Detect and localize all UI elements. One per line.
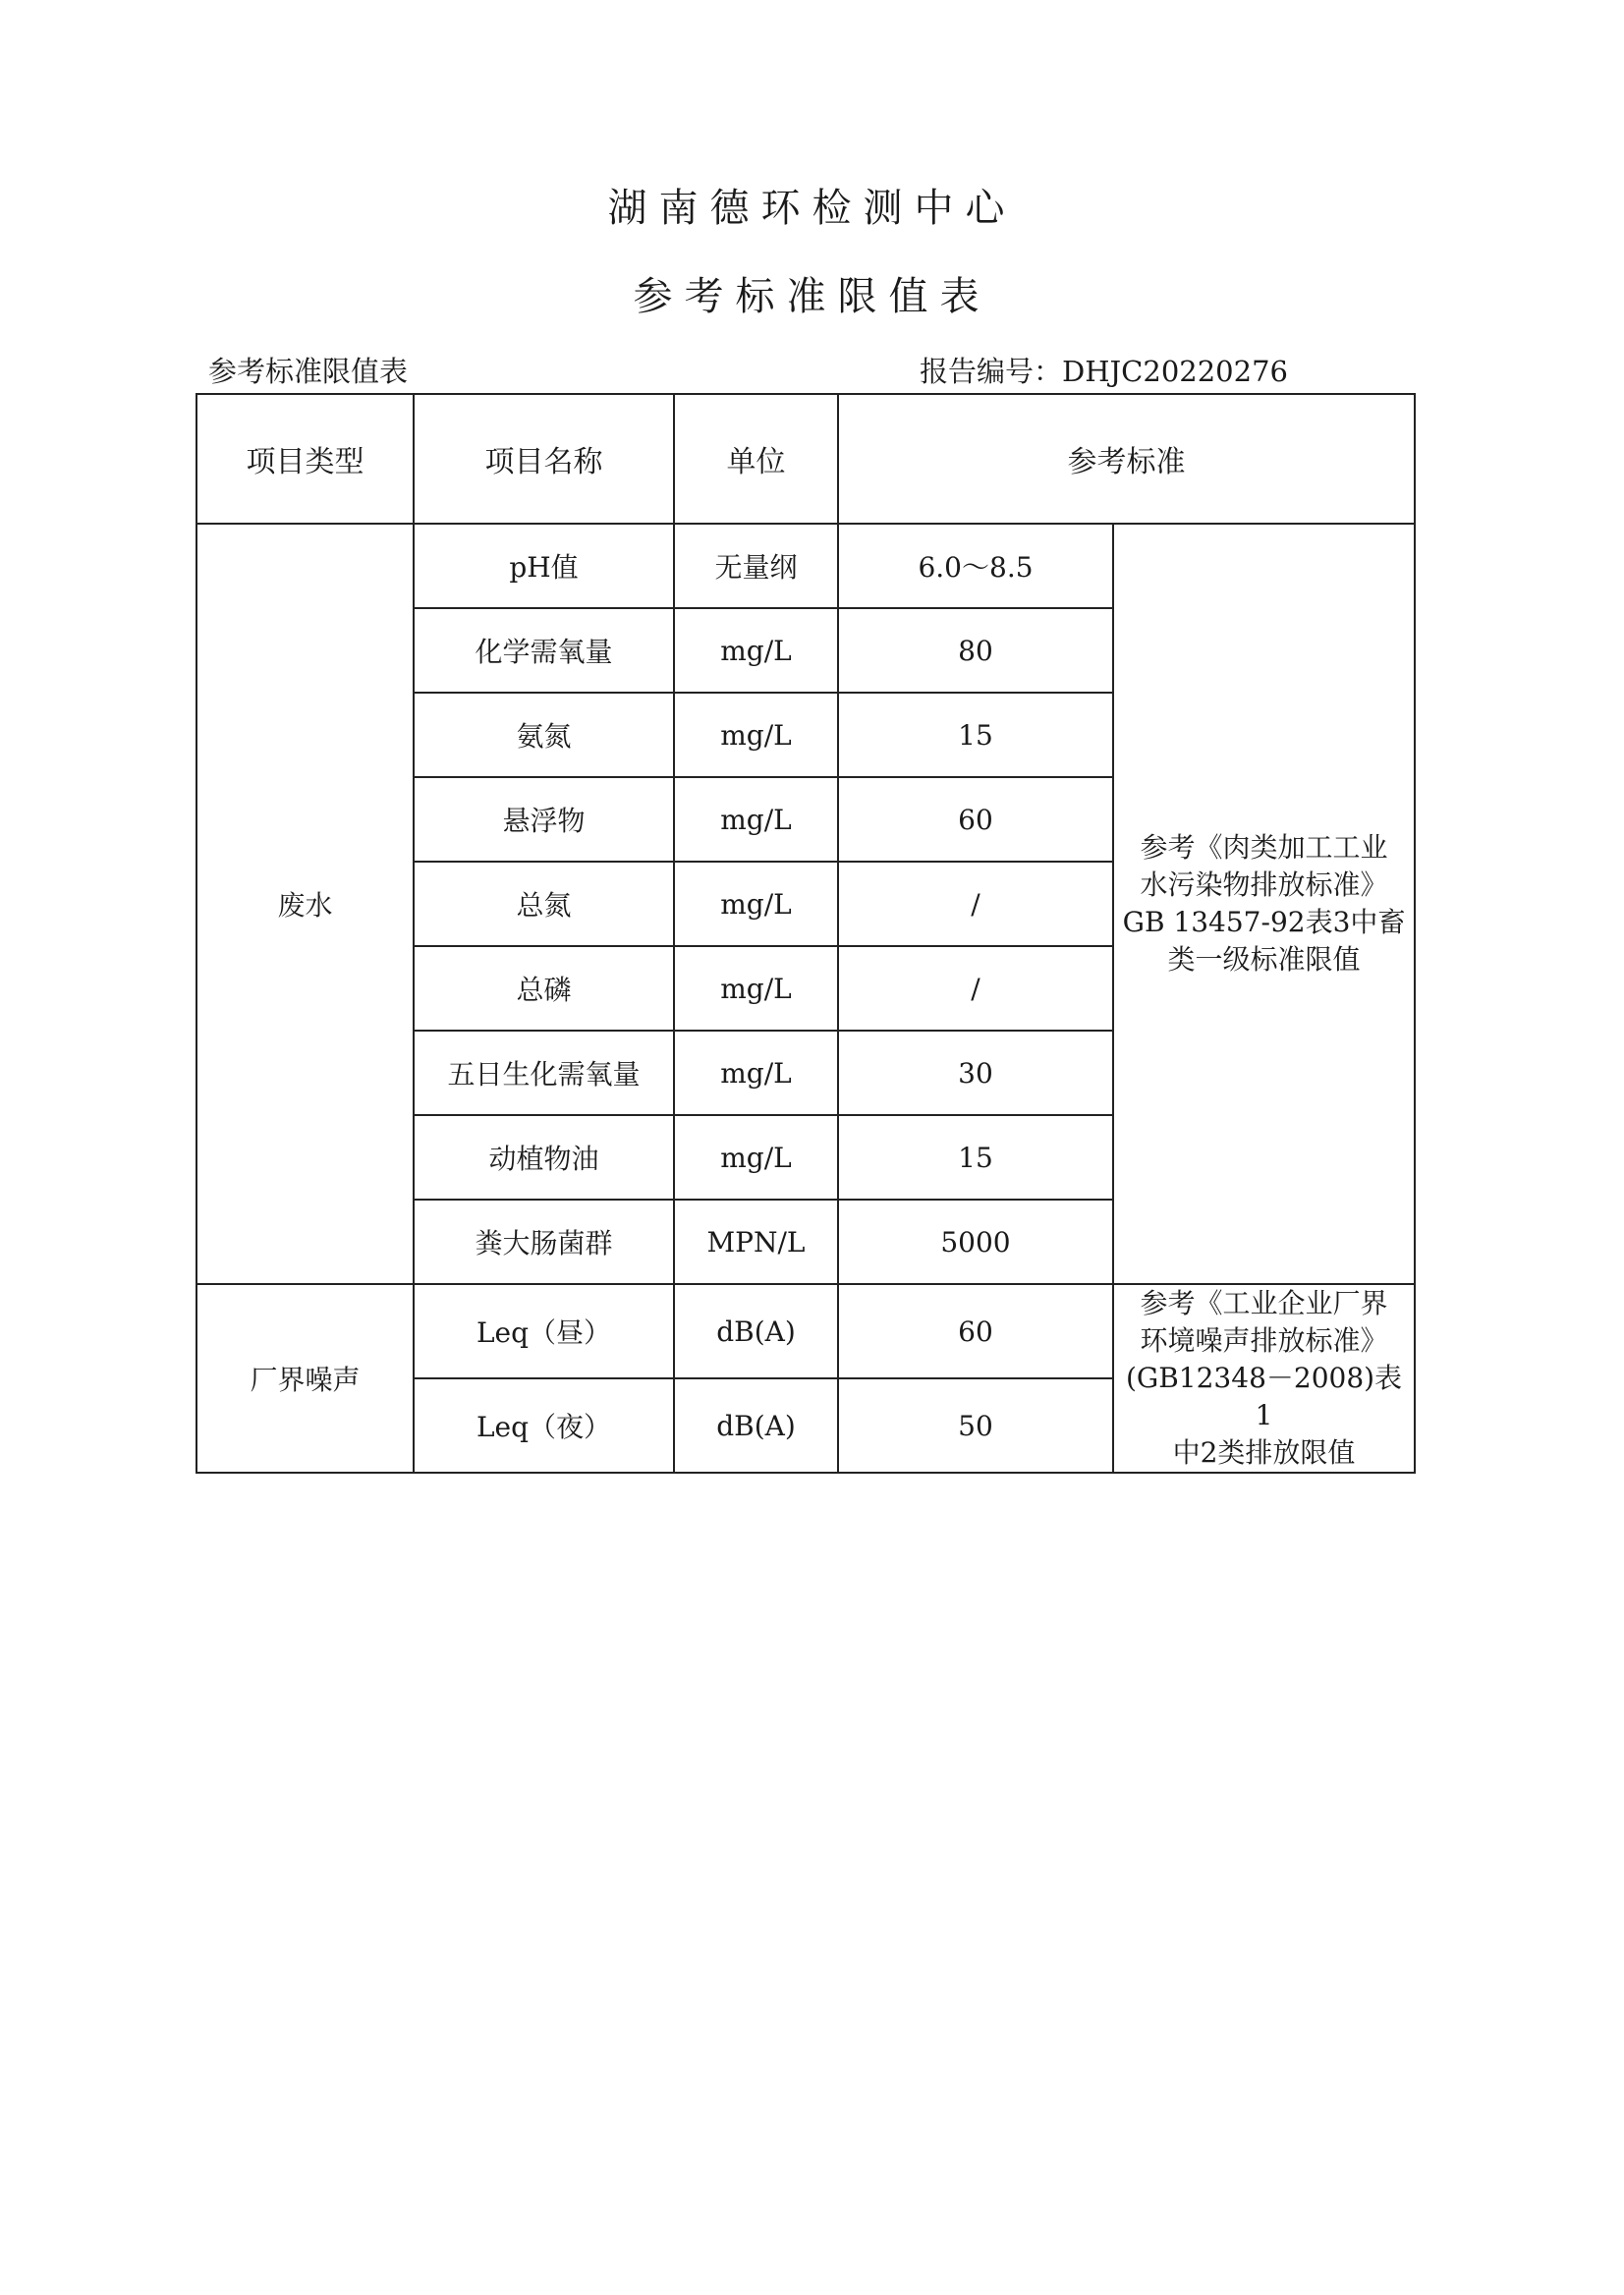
reference-standard-line: 参考《肉类加工工业 xyxy=(1140,831,1388,864)
table-row xyxy=(196,524,1415,608)
col-header-name: 项目名称 xyxy=(414,394,674,524)
org-title: 湖南德环检测中心 xyxy=(607,186,1017,231)
item-value-cell: 80 xyxy=(838,608,1113,693)
item-unit-cell: mg/L xyxy=(674,693,838,777)
table-label: 参考标准限值表 xyxy=(208,355,409,388)
reference-standard-cell xyxy=(1113,1284,1415,1473)
reference-standard-cell xyxy=(1113,524,1415,1284)
document-title: 参考标准限值表 xyxy=(633,274,991,319)
table-body xyxy=(196,524,1415,1473)
item-name-cell: 总磷 xyxy=(414,946,674,1031)
item-unit-cell: MPN/L xyxy=(674,1200,838,1284)
item-value-cell: 60 xyxy=(838,777,1113,862)
reference-standard-line: 环境噪声排放标准》 xyxy=(1140,1324,1388,1357)
reference-standard-line: GB 13457-92表3中畜 xyxy=(1122,906,1406,938)
item-unit-cell: mg/L xyxy=(674,862,838,946)
col-header-type: 项目类型 xyxy=(196,394,414,524)
item-value-cell: / xyxy=(838,862,1113,946)
item-name-cell: 氨氮 xyxy=(414,693,674,777)
report-number-value: DHJC20220276 xyxy=(1062,355,1288,388)
item-name-cell: 悬浮物 xyxy=(414,777,674,862)
reference-standard-line: 水污染物排放标准》 xyxy=(1140,868,1388,901)
reference-standard-line: 参考《工业企业厂界 xyxy=(1140,1287,1388,1319)
item-name-cell: pH值 xyxy=(414,524,674,608)
item-unit-cell: mg/L xyxy=(674,608,838,693)
item-value-cell: 60 xyxy=(838,1284,1113,1378)
item-type-cell: 废水 xyxy=(196,524,414,1284)
item-name-cell: 粪大肠菌群 xyxy=(414,1200,674,1284)
item-unit-cell: mg/L xyxy=(674,1115,838,1200)
item-name-cell: Leq（昼） xyxy=(414,1284,674,1378)
item-value-cell: / xyxy=(838,946,1113,1031)
report-number xyxy=(920,350,1288,390)
report-number-label: 报告编号： xyxy=(920,355,1063,388)
reference-standard-line: (GB12348－2008)表1 xyxy=(1125,1362,1403,1431)
item-value-cell: 50 xyxy=(838,1378,1113,1473)
table-header-row xyxy=(196,394,1415,524)
item-value-cell: 15 xyxy=(838,693,1113,777)
item-value-cell: 15 xyxy=(838,1115,1113,1200)
standards-table xyxy=(196,393,1416,1474)
item-name-cell: 化学需氧量 xyxy=(414,608,674,693)
reference-standard-line: 中2类排放限值 xyxy=(1172,1436,1356,1469)
item-value-cell: 30 xyxy=(838,1031,1113,1115)
reference-standard-line: 类一级标准限值 xyxy=(1167,943,1361,976)
item-name-cell: 动植物油 xyxy=(414,1115,674,1200)
item-value-cell: 5000 xyxy=(838,1200,1113,1284)
item-unit-cell: mg/L xyxy=(674,1031,838,1115)
item-unit-cell: mg/L xyxy=(674,946,838,1031)
col-header-standard: 参考标准 xyxy=(838,394,1415,524)
item-name-cell: Leq（夜） xyxy=(414,1378,674,1473)
item-unit-cell: 无量纲 xyxy=(674,524,838,608)
item-type-cell: 厂界噪声 xyxy=(196,1284,414,1473)
table-row xyxy=(196,1284,1415,1378)
item-unit-cell: dB(A) xyxy=(674,1284,838,1378)
item-name-cell: 总氮 xyxy=(414,862,674,946)
item-value-cell: 6.0～8.5 xyxy=(838,524,1113,608)
col-header-unit: 单位 xyxy=(674,394,838,524)
item-unit-cell: mg/L xyxy=(674,777,838,862)
item-name-cell: 五日生化需氧量 xyxy=(414,1031,674,1115)
item-unit-cell: dB(A) xyxy=(674,1378,838,1473)
